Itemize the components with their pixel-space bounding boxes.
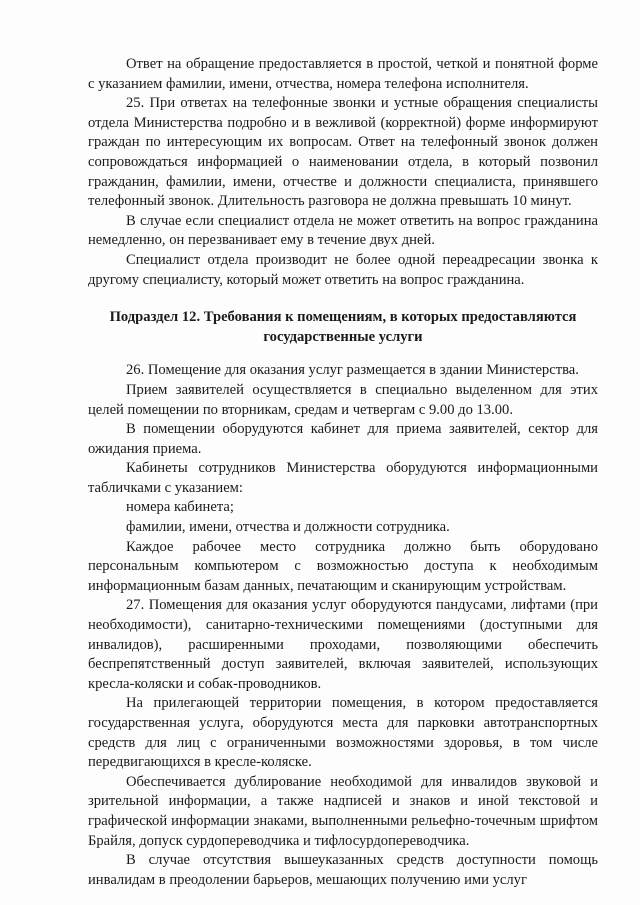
paragraph: Ответ на обращение предоставляется в простой, четкой и понятной форме с указанием фамилии, имени, отчества, номера телефона исполнителя.	[88, 56, 598, 92]
list-item: номера кабинета;	[126, 499, 234, 516]
paragraph: Специалист отдела производит не более одной переадресации звонка к другому специалисту, который может ответить на вопрос гражданина.	[88, 251, 598, 288]
paragraph-item-27: 27. Помещения для оказания услуг оборудуются пандусами, лифтами (при необходимости), санитарно-техническими помещениями (доступными для инвалидов), расширенными проходами, позволяющими обеспечить беспрепятственный доступ заявителей, включая заявителей, использующих кресла-коляски и собак-проводников.	[88, 597, 598, 692]
paragraph: Кабинеты сотрудников Министерства оборудуются информационными табличками с указанием:	[88, 460, 598, 496]
document-body	[88, 55, 598, 890]
paragraph: В помещении оборудуются кабинет для приема заявителей, сектор для ожидания приема.	[88, 421, 598, 457]
paragraph: Каждое рабочее место сотрудника должно быть оборудовано персональным компьютером с возможностью доступа к необходимым информационным базам данных, печатающим и сканирующим устройствам.	[88, 538, 598, 594]
paragraph-item-25: 25. При ответах на телефонные звонки и устные обращения специалисты отдела Министерства подробно и в вежливой (корректной) форме информируют граждан по интересующим их вопросам. Ответ на телефонный звонок должен сопровождаться информацией о наименовании отдела, в который позвонил гражданин, фамилии, имени, отчестве и должности специалиста, принявшего телефонный звонок. Длительность разговора не должна превышать 10 минут.	[88, 95, 598, 210]
paragraph-item-26: 26. Помещение для оказания услуг размещается в здании Министерства.	[126, 362, 579, 379]
paragraph: На прилегающей территории помещения, в котором предоставляется государственная услуга, оборудуются места для парковки автотранспортных средств для лиц с ограниченными возможностями здоровья, в том числе передвигающихся в кресле-коляске.	[88, 695, 598, 771]
paragraph: В случае отсутствия вышеуказанных средств доступности помощь инвалидам в преодолении барьеров, мешающих получению ими услуг	[88, 852, 598, 888]
list-item: фамилии, имени, отчества и должности сотрудника.	[126, 519, 450, 536]
paragraph: Обеспечивается дублирование необходимой для инвалидов звуковой и зрительной информации, а также надписей и знаков и иной текстовой и графической информации знаками, выполненными рельефно-точечным шрифтом Брайля, допуск сурдопереводчика и тифлосурдопереводчика.	[88, 773, 598, 849]
section-heading: Подраздел 12. Требования к помещениям, в которых предоставляются государственные услуги	[109, 309, 577, 345]
paragraph: Прием заявителей осуществляется в специально выделенном для этих целей помещении по вторникам, средам и четвергам с 9.00 до 13.00.	[88, 381, 598, 418]
paragraph: В случае если специалист отдела не может ответить на вопрос гражданина немедленно, он перезванивает ему в течение двух дней.	[88, 212, 598, 249]
